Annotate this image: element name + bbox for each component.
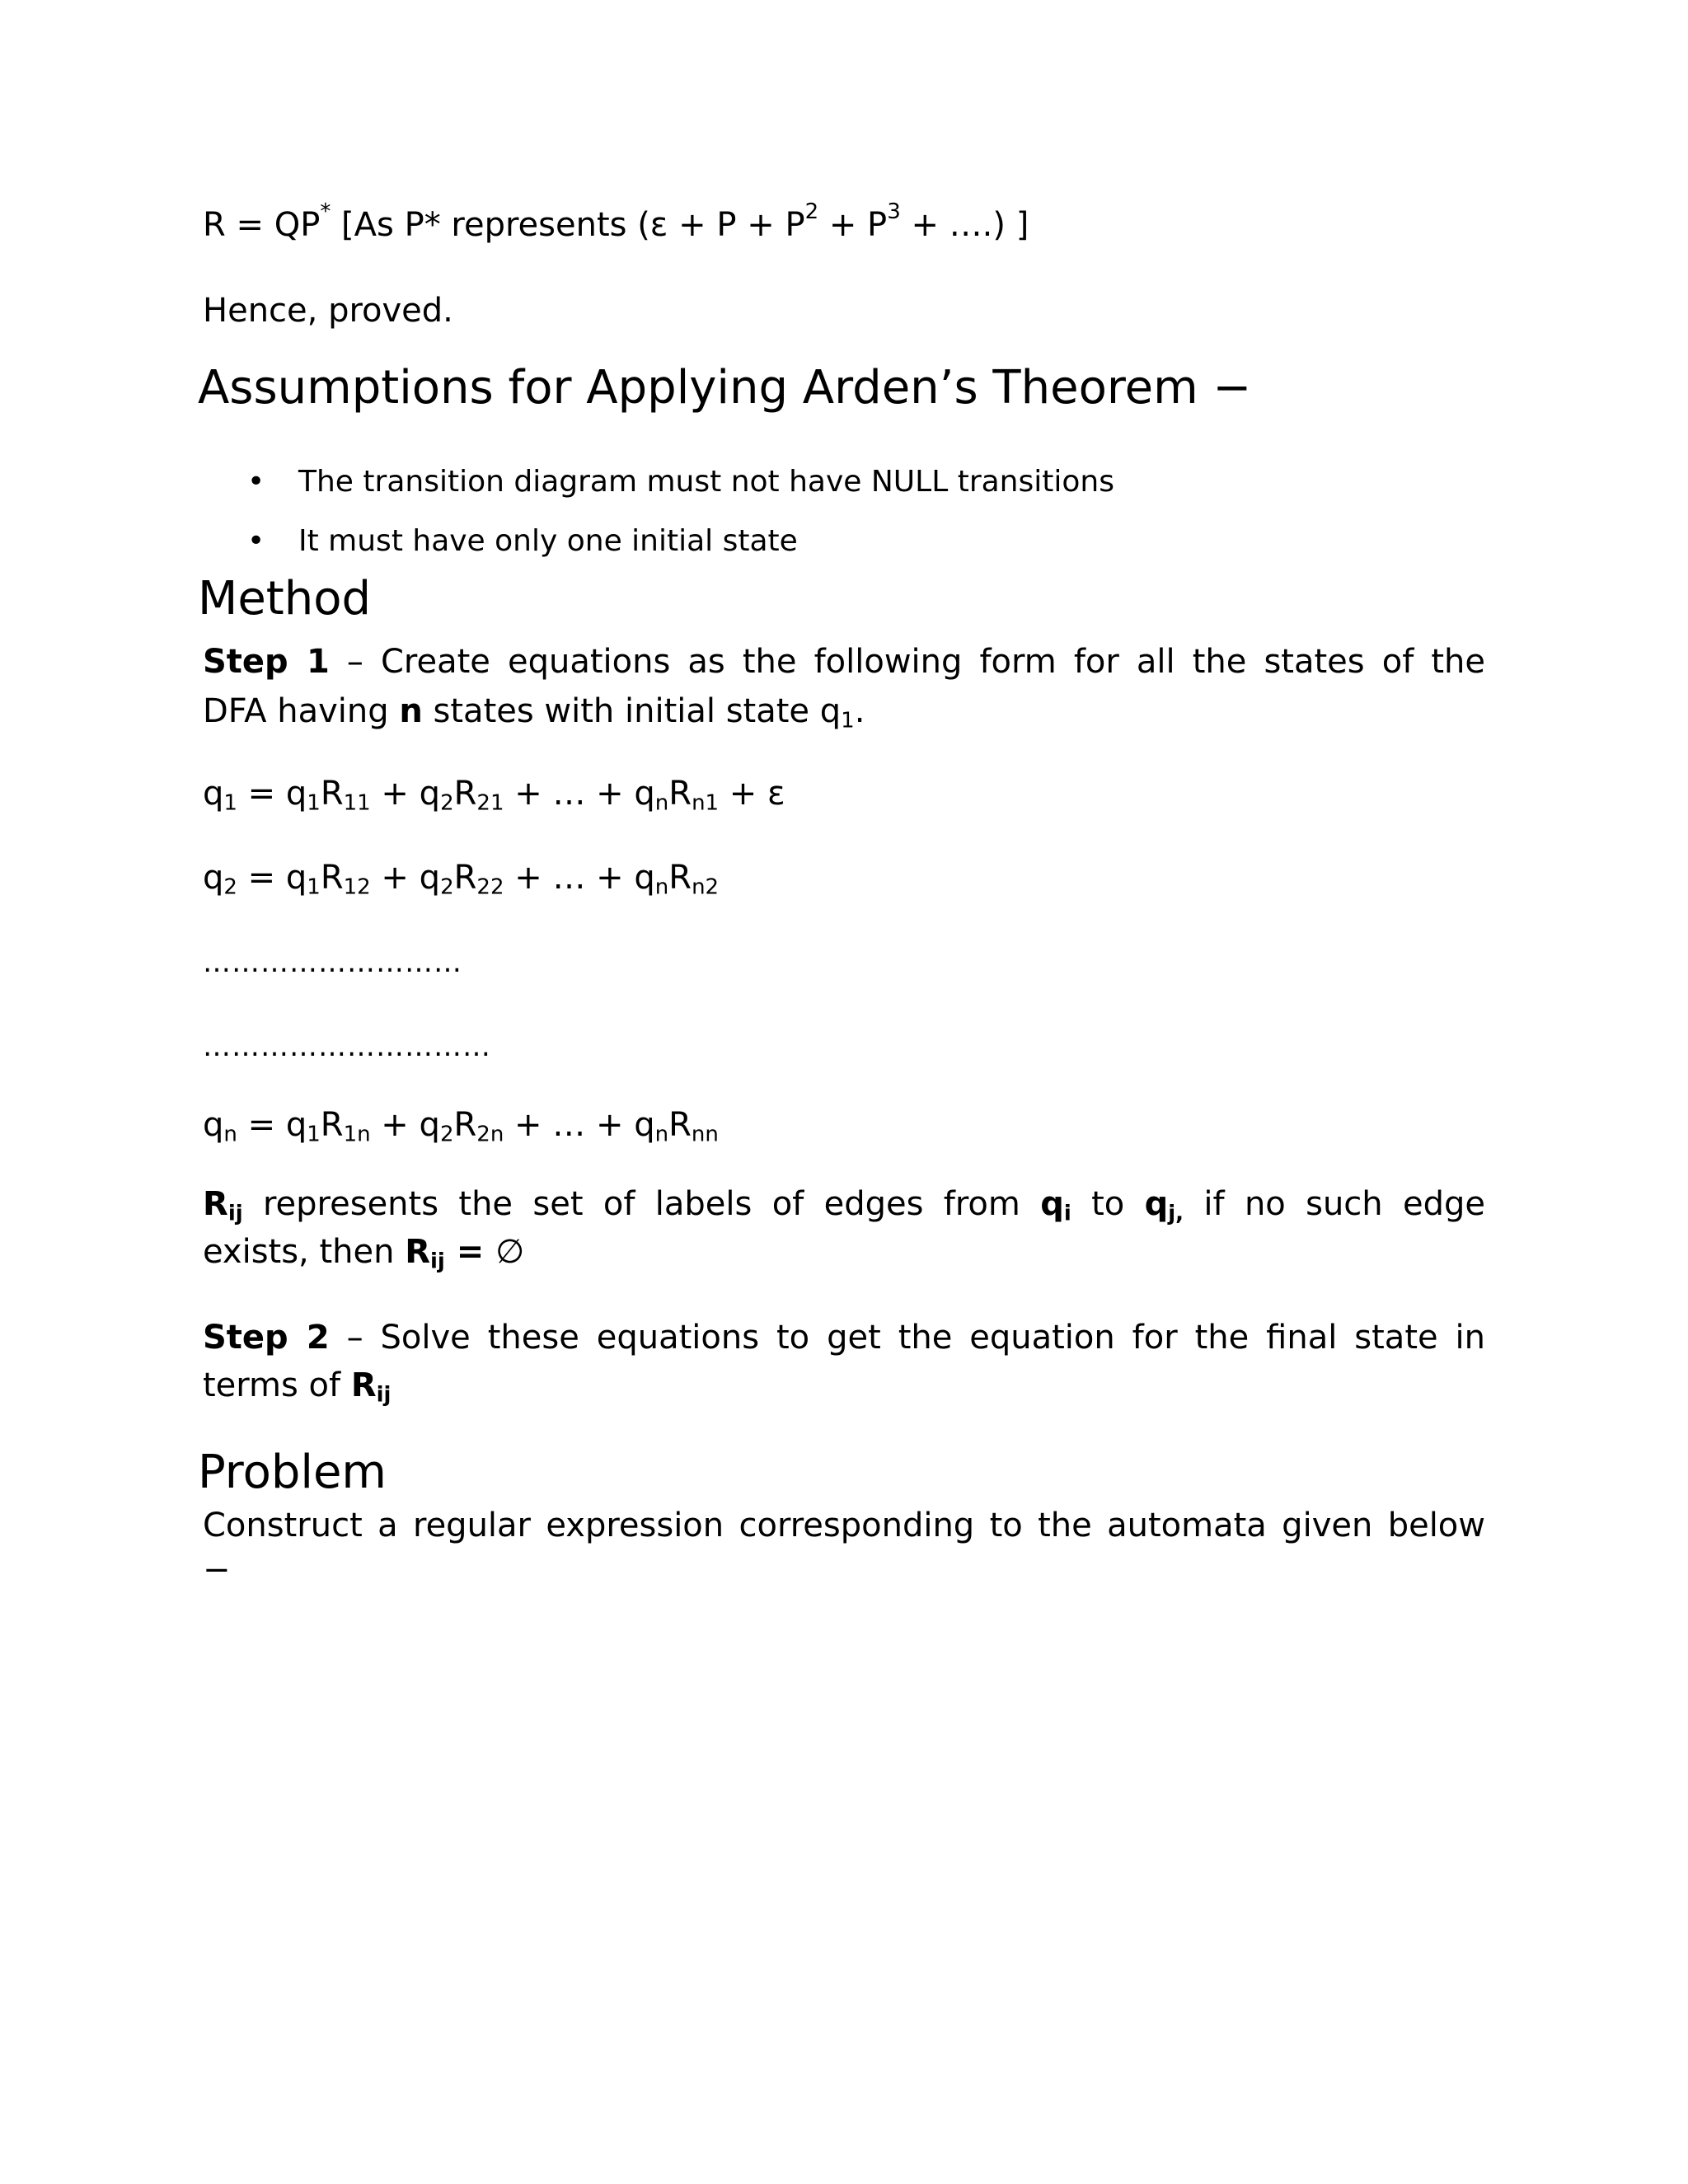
ellipsis-row: ………………………… [203, 1030, 491, 1063]
assumptions-heading: Assumptions for Applying Arden’s Theorem − [198, 361, 1252, 415]
problem-paragraph: Construct a regular expression corresponding to the automata given below − [203, 1507, 1485, 1589]
rij-definition: $R_{ij}$ represents the set of labels of edges from $q_i$ to $q_{j,}$ if no such edge exists, then $R_{ij}$ = ∅ [203, 1185, 1485, 1274]
empty-set-symbol: ∅ [495, 1233, 525, 1271]
equation-q1: $q_1 = q_1R_{11} + q_2R_{21}$ + … + $q_nR_{n1} + \varepsilon$ [203, 775, 785, 816]
list-item: • It must have only one initial state [247, 523, 1114, 560]
method-heading: Method [198, 572, 372, 626]
step-1-paragraph: Step 1 – Create equations as the following form for all the states of the DFA having n states with initial state $q_1$. [203, 643, 1486, 733]
equation-qn: $q_n = q_1R_{1n} + q_2R_{2n}$ + … + $q_nR_{nn}$ [203, 1106, 719, 1147]
r-equation: R = QP* [As P* represents ($\varepsilon + P + P^2 + P^3$ + ….) ] [203, 199, 1029, 244]
hence-proved: Hence, proved. [203, 292, 453, 330]
step-2-label: Step 2 [203, 1319, 330, 1357]
step-1-label: Step 1 [203, 643, 330, 681]
step-2-paragraph: Step 2 – Solve these equations to get the equation for the final state in terms of $R_{ij}$ [203, 1319, 1486, 1408]
assumptions-list [247, 463, 1114, 560]
problem-heading: Problem [198, 1446, 387, 1499]
ellipsis-row: ……………………… [203, 946, 462, 979]
equation-q2: $q_2 = q_1R_{12} + q_2R_{22}$ + … + $q_nR_{n2}$ [203, 859, 720, 900]
list-item: • The transition diagram must not have NULL transitions [247, 463, 1114, 501]
